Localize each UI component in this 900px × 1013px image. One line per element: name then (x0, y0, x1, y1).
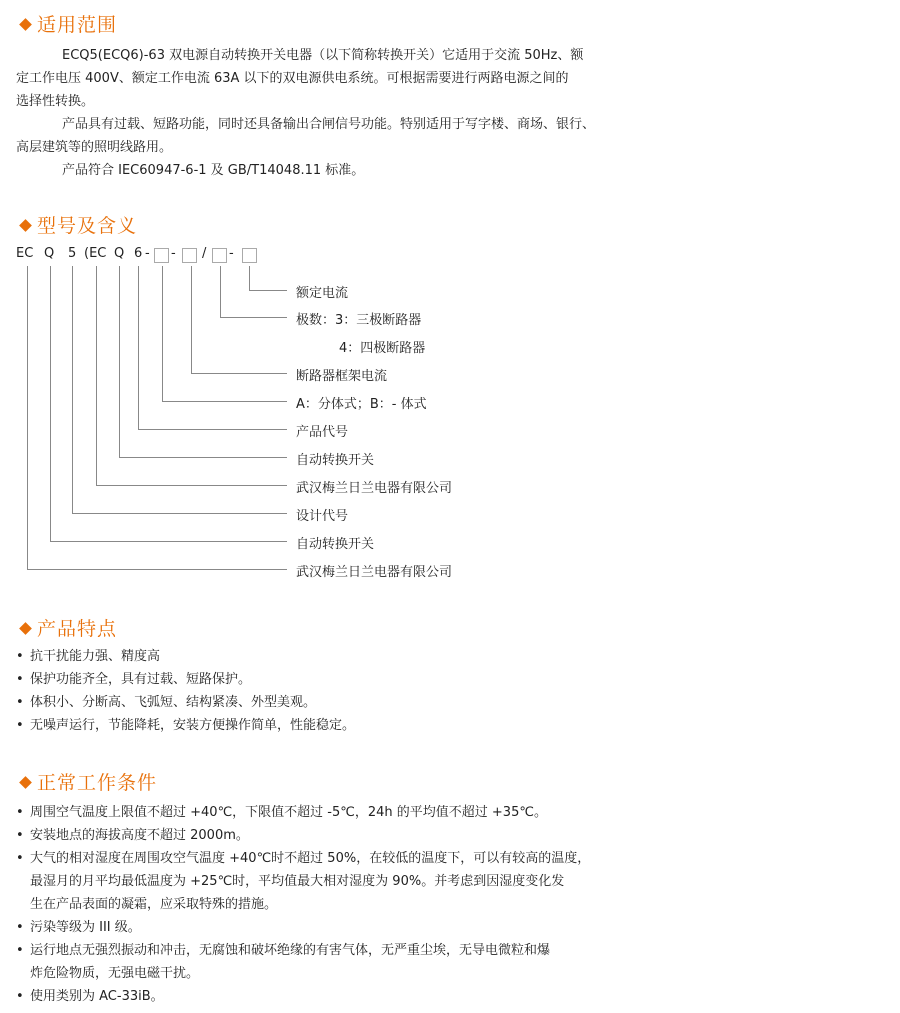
section-title-conditions: 正常工作条件 (18, 768, 157, 795)
model-label: 武汉梅兰日兰电器有限公司 (296, 565, 453, 580)
code-token: - (229, 246, 234, 261)
list-item: • 污染等级为 III 级。 (16, 920, 141, 935)
diamond-icon (19, 219, 32, 232)
section-title-model: 型号及含义 (18, 211, 137, 238)
code-token: Q (114, 246, 125, 261)
model-label: 断路器框架电流 (296, 369, 388, 384)
diamond-icon (19, 622, 32, 635)
code-token: 5 (68, 246, 77, 261)
code-token: / (202, 246, 207, 261)
model-label: A：分体式；B：- 体式 (296, 397, 427, 412)
features-list (16, 645, 616, 737)
code-token: (EC (84, 246, 107, 261)
model-label: 设计代号 (296, 509, 349, 524)
scope-text: ECQ5(ECQ6)-63 双电源自动转换开关电器（以下简称转换开关）它适用于交流 50Hz、额 定工作电压 400V、额定工作电流 63A 以下的双电源供电系统。可根据需要进行两路电源之间的 选择性转换。 产品具有过载、短路功能，同时还具备输出合闸信号功能。特别适用于写字楼、商场、银行、 高层建筑等的照明线路用。 产品符合 IEC60947-6-1 及 GB/T14048.11 标准。 (16, 48, 596, 178)
section-title-features: 产品特点 (18, 614, 117, 641)
list-item: • 安装地点的海拔高度不超过 2000m。 (16, 828, 249, 843)
list-item: • 保护功能齐全，具有过载、短路保护。 (16, 672, 252, 687)
list-item: • 使用类别为 AC-33iB。 (16, 989, 164, 1004)
code-box (242, 248, 257, 263)
section-title-scope: 适用范围 (18, 10, 117, 37)
model-label: 自动转换开关 (296, 453, 375, 468)
code-box (212, 248, 227, 263)
list-item: • 体积小、分断高、飞弧短、结构紧凑、外型美观。 (16, 695, 317, 710)
list-item: • 大气的相对湿度在周围攻空气温度 +40℃时不超过 50%，在较低的温度下，可以有较高的温度， (16, 851, 591, 866)
code-token: Q (44, 246, 55, 261)
model-label: 4：四极断路器 (339, 341, 426, 356)
list-item: • 无噪声运行，节能降耗，安装方便操作简单，性能稳定。 (16, 718, 356, 733)
model-label: 额定电流 (296, 286, 349, 301)
list-item: • 运行地点无强烈振动和冲击，无腐蚀和破坏绝缘的有害气体，无严重尘埃，无导电微粒和爆 (16, 943, 551, 958)
code-token: - (145, 246, 150, 261)
model-label: 自动转换开关 (296, 537, 375, 552)
code-token: - (171, 246, 176, 261)
diamond-icon (19, 18, 32, 31)
code-box (154, 248, 169, 263)
model-label: 极数：3：三极断路器 (296, 313, 422, 328)
list-item: • 抗干扰能力强、精度高 (16, 649, 161, 664)
code-box (182, 248, 197, 263)
conditions-list: • 周围空气温度上限值不超过 +40℃，下限值不超过 -5℃，24h 的平均值不超过 +35℃。 • 安装地点的海拔高度不超过 2000m。 • 大气的相对湿度在周围攻空气温度 +40℃时不超过 50%，在较低的温度下，可以有较高的温度， 最湿月的月平均最低温度为 +25℃时，平均值最大相对湿度为 90%。并考虑到因湿度变化发 生在产品表面的凝霜，应采取特殊的措施。 • 污染等级为 III 级。 • 运行地点无强烈振动和冲击，无腐蚀和破坏绝缘的有害气体，无严重尘埃，无导电微粒和爆 炸危险物质，无强电磁干扰。 • 使用类别为 AC-33iB。 (16, 801, 616, 1008)
model-label: 武汉梅兰日兰电器有限公司 (296, 481, 453, 496)
list-item: • 周围空气温度上限值不超过 +40℃，下限值不超过 -5℃，24h 的平均值不超过 +35℃。 (16, 805, 547, 820)
code-token: EC (16, 246, 34, 261)
diamond-icon (19, 776, 32, 789)
model-label: 产品代号 (296, 425, 349, 440)
code-token: 6 (134, 246, 143, 261)
